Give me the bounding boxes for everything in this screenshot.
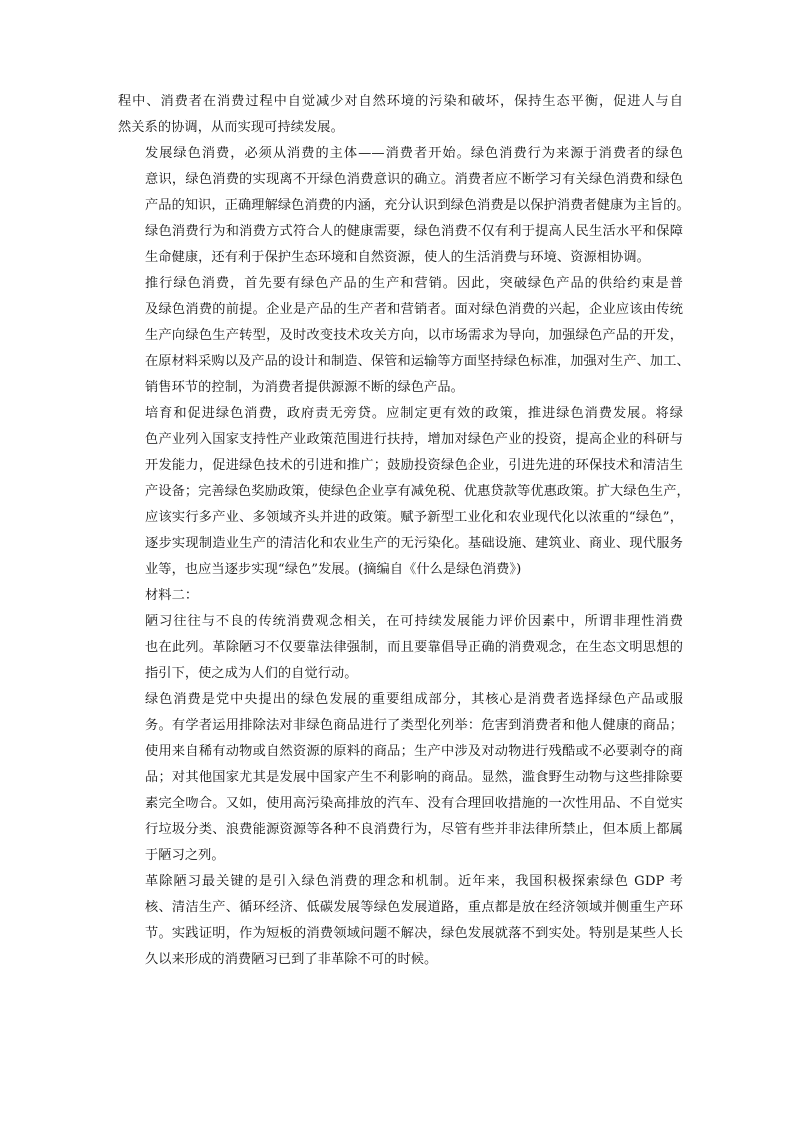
text-line: 绿色消费行为和消费方式符合人的健康需要，绿色消费不仅有利于提高人民生活水平和保障: [145, 224, 683, 239]
text-line: 色产业列入国家支持性产业政策范围进行扶持，增加对绿色产业的投资，提高企业的科研与: [145, 432, 683, 447]
text-line: 核、清洁生产、循环经济、低碳发展等绿色发展道路，重点都是放在经济领域并侧重生产环: [145, 900, 683, 915]
text-line: 行垃圾分类、浪费能源资源等各种不良消费行为，尽管有些并非法律所禁止，但本质上都属: [145, 822, 683, 837]
text-line: 指引下，使之成为人们的自觉行动。: [145, 666, 358, 681]
text-line: 材料二：: [145, 588, 199, 603]
text-line: 程中、消费者在消费过程中自觉减少对自然环境的污染和破坏，保持生态平衡，促进人与自: [118, 94, 683, 109]
paragraph: [118, 141, 690, 271]
text-line: 推行绿色消费，首先要有绿色产品的生产和营销。因此，突破绿色产品的供给约束是普: [145, 276, 683, 291]
text-line: 也在此列。革除陋习不仅要靠法律强制，而且要靠倡导正确的消费观念，在生态文明思想的: [145, 640, 683, 655]
text-line: 产设备；完善绿色奖励政策，使绿色企业享有减免税、优惠贷款等优惠政策。扩大绿色生产，: [145, 484, 690, 499]
text-line: 销售环节的控制，为消费者提供源源不断的绿色产品。: [145, 380, 464, 395]
paragraph: [118, 89, 683, 141]
section-label: [118, 583, 683, 609]
document-page: [118, 89, 690, 973]
paragraph: [118, 687, 683, 869]
text-line: 绿色消费是党中央提出的绿色发展的重要组成部分，其核心是消费者选择绿色产品或服: [145, 692, 683, 707]
text-line: 陋习往往与不良的传统消费观念相关，在可持续发展能力评价因素中，所谓非理性消费: [145, 614, 683, 629]
paragraph: [118, 401, 690, 583]
text-line: 培育和促进绿色消费，政府责无旁贷。应制定更有效的政策，推进绿色消费发展。将绿: [145, 406, 683, 421]
text-line: 素完全吻合。又如，使用高污染高排放的汽车、没有合理回收措施的一次性用品、不自觉实: [145, 796, 683, 811]
text-line: 生产向绿色生产转型，及时改变技术攻关方向，以市场需求为导向，加强绿色产品的开发，: [145, 328, 683, 343]
text-line: 节。实践证明，作为短板的消费领域问题不解决，绿色发展就落不到实处。特别是某些人长: [145, 926, 683, 941]
paragraph: [118, 869, 683, 973]
text-line: 久以来形成的消费陋习已到了非革除不可的时候。: [145, 952, 438, 967]
text-line: 革除陋习最关键的是引入绿色消费的理念和机制。近年来，我国积极探索绿色 GDP 考: [145, 874, 683, 889]
text-line: 意识，绿色消费的实现离不开绿色消费意识的确立。消费者应不断学习有关绿色消费和绿色: [145, 172, 683, 187]
text-line: 生命健康，还有利于保护生态环境和自然资源，使人的生活消费与环境、资源相协调。: [145, 250, 650, 265]
text-line: 使用来自稀有动物或自然资源的原料的商品；生产中涉及对动物进行残酷或不必要剥夺的商: [145, 744, 683, 759]
text-line: 及绿色消费的前提。企业是产品的生产者和营销者。面对绿色消费的兴起，企业应该由传统: [145, 302, 683, 317]
text-line: 应该实行多产业、多领域齐头并进的政策。赋予新型工业化和农业现代化以浓重的“绿色”，: [145, 510, 683, 525]
text-line: 业等，也应当逐步实现“绿色”发展。(摘编自《什么是绿色消费》): [145, 562, 522, 577]
text-line: 在原材料采购以及产品的设计和制造、保管和运输等方面坚持绿色标准，加强对生产、加工、: [145, 354, 690, 369]
text-line: 务。有学者运用排除法对非绿色商品进行了类型化列举：危害到消费者和他人健康的商品；: [145, 718, 683, 733]
text-line: 逐步实现制造业生产的清洁化和农业生产的无污染化。基础设施、建筑业、商业、现代服务: [145, 536, 683, 551]
text-line: 开发能力，促进绿色技术的引进和推广；鼓励投资绿色企业，引进先进的环保技术和清洁生: [145, 458, 683, 473]
text-line: 产品的知识，正确理解绿色消费的内涵，充分认识到绿色消费是以保护消费者健康为主旨的。: [145, 198, 690, 213]
text-line: 然关系的协调，从而实现可持续发展。: [118, 120, 344, 135]
paragraph: [118, 609, 683, 687]
text-line: 发展绿色消费，必须从消费的主体——消费者开始。绿色消费行为来源于消费者的绿色: [145, 146, 683, 161]
text-line: 于陋习之列。: [145, 848, 225, 863]
paragraph: [118, 271, 690, 401]
text-line: 品；对其他国家尤其是发展中国家产生不利影响的商品。显然，滥食野生动物与这些排除要: [145, 770, 683, 785]
